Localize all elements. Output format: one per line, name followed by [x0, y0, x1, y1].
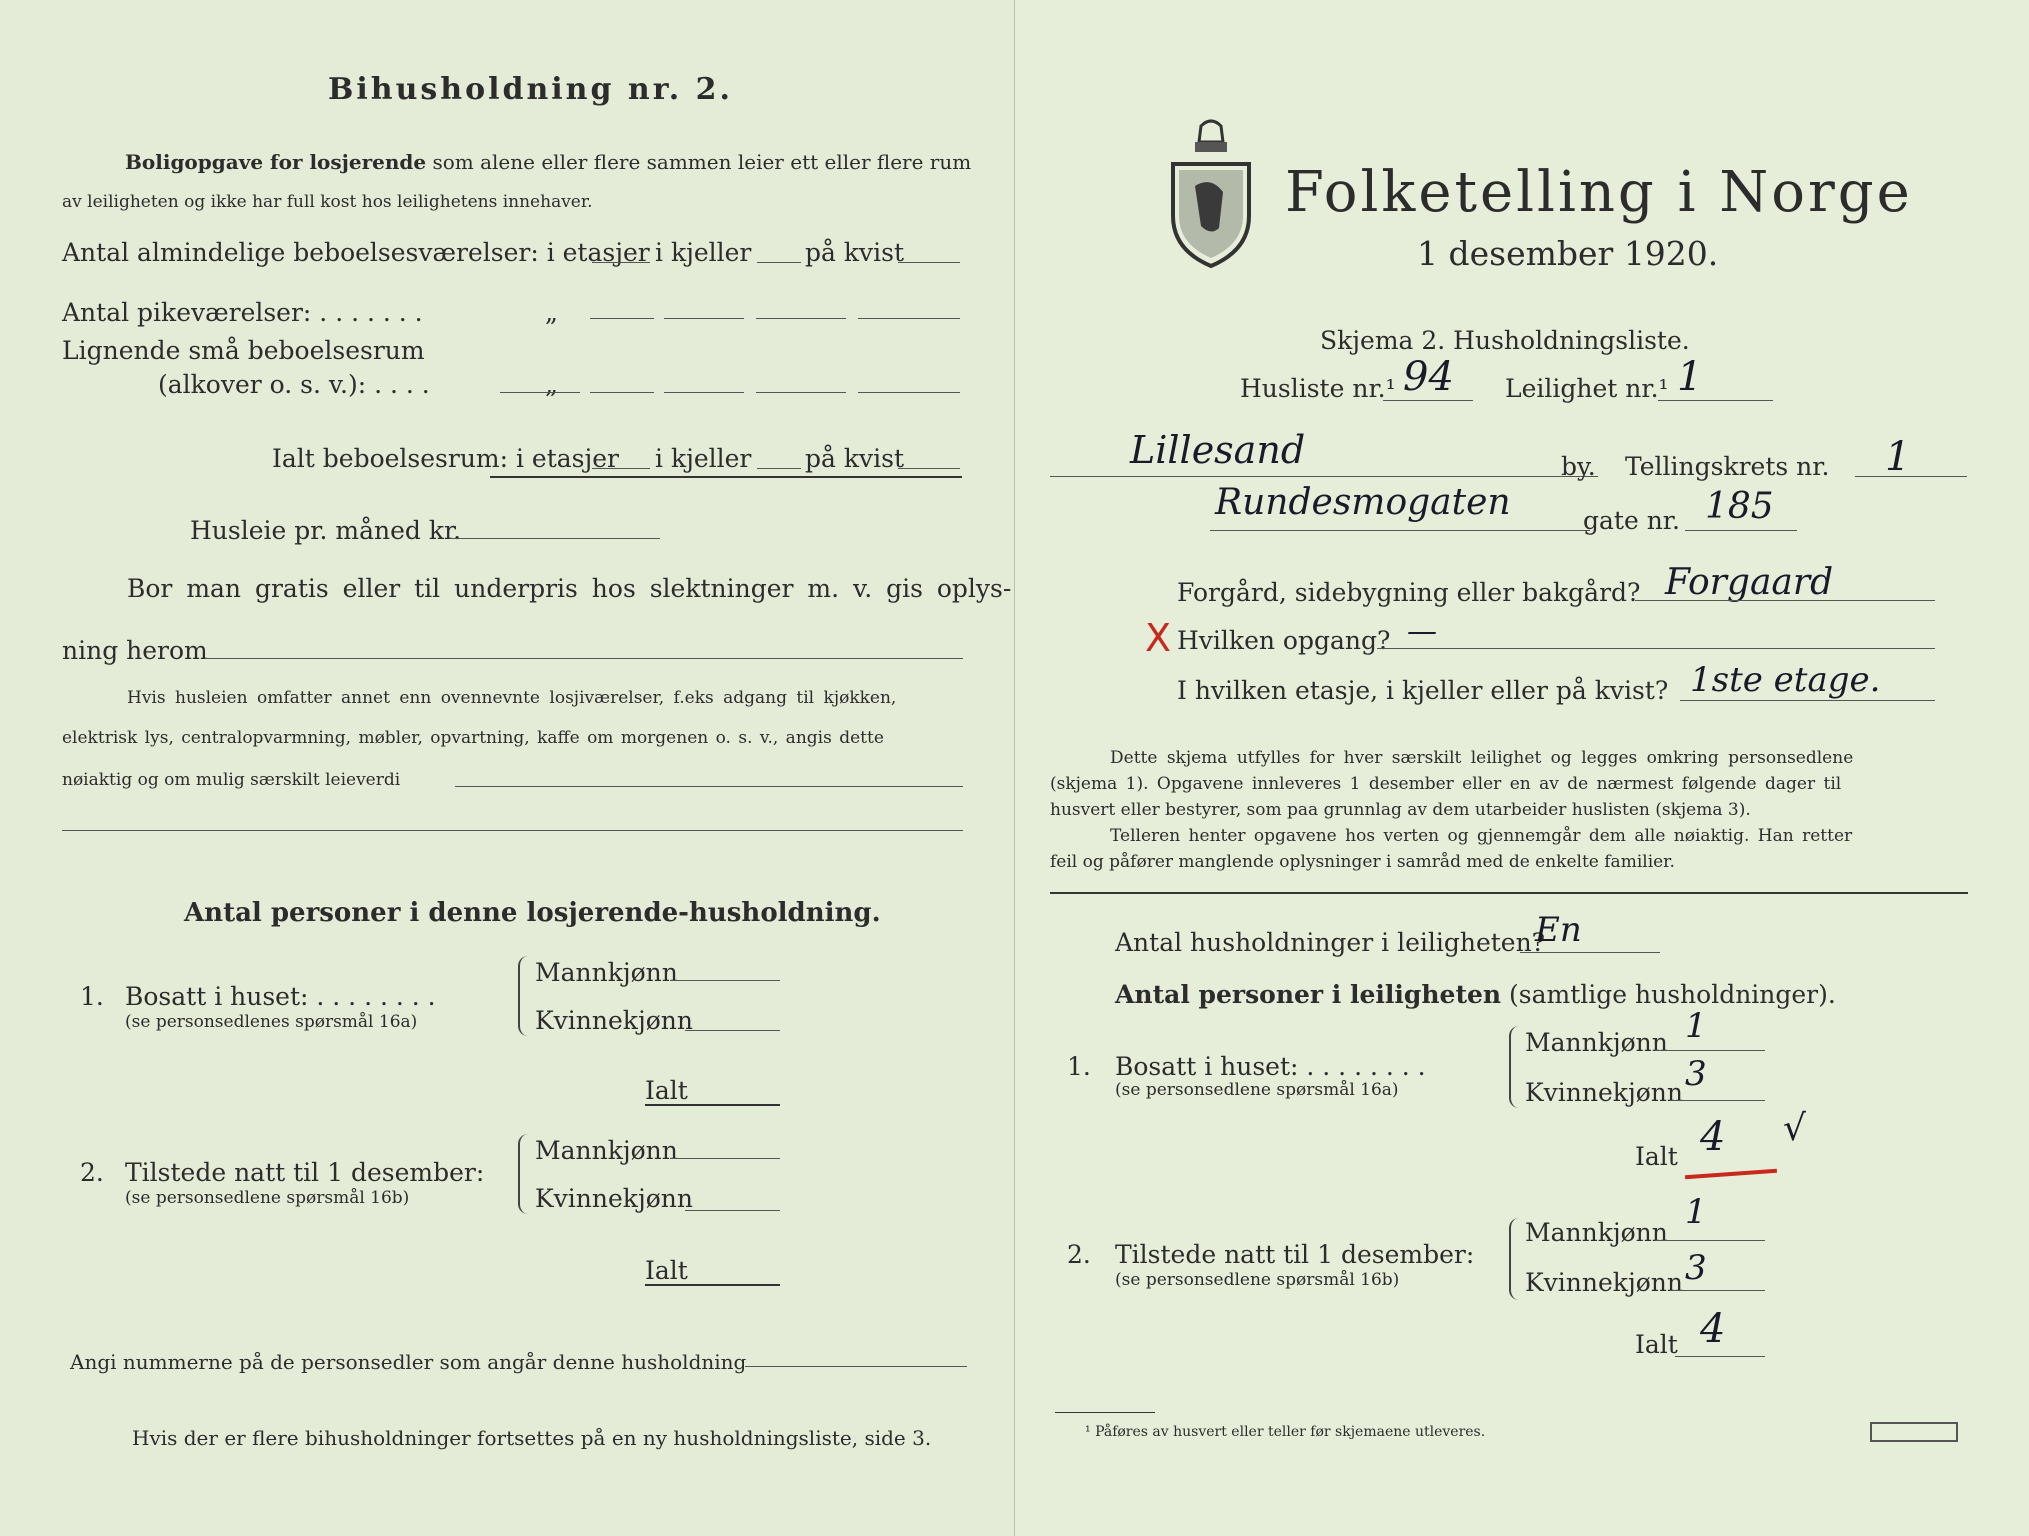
- rooms-etasjer-field[interactable]: [592, 262, 650, 263]
- husliste-field: [1383, 400, 1473, 401]
- small-rooms-quote-mark: „: [545, 370, 558, 399]
- rooms-kvist-label: på kvist: [805, 238, 904, 267]
- right-q2-mann-label: Mannkjønn: [1525, 1218, 1668, 1247]
- right-q1-kvinne-value[interactable]: 3: [1685, 1054, 1707, 1094]
- info-line-5: feil og påfører manglende oplysninger i samråd med de enkelte familier.: [1050, 852, 1675, 872]
- right-q1-checkmark: √: [1783, 1108, 1806, 1149]
- small-rooms-field-4[interactable]: [756, 392, 846, 393]
- extra-line-3: nøiaktig og om mulig særskilt leieverdi: [62, 770, 401, 790]
- info-line-4: Telleren henter opgavene hos verten og gjennemgår dem alle nøiaktig. Han retter: [1110, 826, 1853, 846]
- right-title: Folketelling i Norge: [1285, 160, 1913, 225]
- gratis-line-1: Bor man gratis eller til underpris hos slektninger m. v. gis oplys-: [127, 574, 1012, 603]
- right-q2-mann-field: [1655, 1240, 1765, 1241]
- left-q2-brace: [518, 1134, 530, 1214]
- leilighet-label: Leilighet nr.¹: [1505, 374, 1669, 403]
- right-q2-kvinne-value[interactable]: 3: [1685, 1248, 1707, 1288]
- husliste-label: Husliste nr.¹: [1240, 374, 1396, 403]
- census-date: 1 desember 1920.: [1417, 234, 1719, 273]
- schema-label: Skjema 2. Husholdningsliste.: [1320, 326, 1690, 355]
- rooms-kvist-field[interactable]: [898, 262, 960, 263]
- pike-kjeller-field[interactable]: [664, 318, 744, 319]
- gate-nr-value[interactable]: 185: [1705, 486, 1774, 527]
- etasje-field: [1680, 700, 1935, 701]
- by-value[interactable]: Lillesand: [1130, 428, 1306, 472]
- opgang-label: Hvilken opgang?: [1177, 626, 1391, 655]
- right-q2-ialt-field: [1675, 1356, 1765, 1357]
- ialt-etasjer-field[interactable]: [592, 468, 650, 469]
- krets-field: [1855, 476, 1967, 477]
- right-q1-ialt-value[interactable]: 4: [1700, 1114, 1726, 1160]
- right-q2-ialt-value[interactable]: 4: [1700, 1306, 1726, 1352]
- right-q1-brace: [1509, 1026, 1521, 1108]
- left-q2-label: Tilstede natt til 1 desember:: [125, 1158, 485, 1187]
- left-q1-kvinne-field[interactable]: [685, 1030, 780, 1031]
- left-q1-num: 1.: [80, 982, 104, 1011]
- left-q1-ialt-field[interactable]: [645, 1104, 780, 1106]
- numbers-field[interactable]: [745, 1366, 967, 1367]
- left-q1-mann-field[interactable]: [670, 980, 780, 981]
- etasje-label: I hvilken etasje, i kjeller eller på kvist?: [1177, 676, 1669, 705]
- left-q1-brace: [518, 956, 530, 1036]
- left-q2-kvinne-label: Kvinnekjønn: [535, 1184, 693, 1213]
- rent-label: Husleie pr. måned kr.: [190, 516, 462, 545]
- footnote: ¹ Påføres av husvert eller teller før skjemaene utleveres.: [1085, 1424, 1486, 1440]
- by-label: by.: [1561, 452, 1596, 481]
- gratis-line-2: ning herom: [62, 636, 208, 665]
- info-line-2: (skjema 1). Opgavene innleveres 1 desember eller en av de nærmest følgende dager til: [1050, 774, 1842, 794]
- rooms-kjeller-label: i kjeller: [655, 238, 752, 267]
- small-rooms-field-2[interactable]: [590, 392, 654, 393]
- right-q1-ialt-red-underline: [1685, 1169, 1777, 1179]
- pike-kvist-1-field[interactable]: [756, 318, 846, 319]
- small-rooms-field-5[interactable]: [858, 392, 960, 393]
- gate-value[interactable]: Rundesmogaten: [1215, 482, 1511, 523]
- gate-label: gate nr.: [1583, 506, 1680, 535]
- gratis-field[interactable]: [205, 658, 963, 659]
- husliste-value[interactable]: 94: [1403, 354, 1454, 400]
- left-q2-ialt-label: Ialt: [645, 1256, 688, 1285]
- numbers-label: Angi nummerne på de personsedler som angår denne husholdning: [70, 1350, 747, 1374]
- right-q1-mann-label: Mannkjønn: [1525, 1028, 1668, 1057]
- right-q2-ialt-label: Ialt: [1635, 1330, 1678, 1359]
- ialt-kvist-field[interactable]: [898, 468, 960, 469]
- left-footer: Hvis der er flere bihusholdninger fortsettes på en ny husholdningsliste, side 3.: [132, 1426, 932, 1450]
- info-divider: [1050, 892, 1968, 894]
- left-q2-sub: (se personsedlene spørsmål 16b): [125, 1188, 410, 1208]
- rooms-kjeller-field[interactable]: [757, 262, 801, 263]
- right-q1-ialt-label: Ialt: [1635, 1142, 1678, 1171]
- intro-line-1: Boligopgave for losjerende som alene eller flere sammen leier ett eller flere rum: [125, 150, 972, 174]
- right-persons-heading: Antal personer i leiligheten (samtlige husholdninger).: [1115, 980, 1836, 1009]
- left-q1-mann-label: Mannkjønn: [535, 958, 678, 987]
- pike-kvist-2-field[interactable]: [858, 318, 960, 319]
- opgang-red-mark: X: [1145, 616, 1172, 660]
- rooms-label: Antal almindelige beboelsesværelser: i etasjer: [62, 238, 650, 267]
- right-q1-kvinne-field: [1670, 1100, 1765, 1101]
- right-q1-num: 1.: [1067, 1052, 1091, 1081]
- right-q2-mann-value[interactable]: 1: [1685, 1192, 1707, 1232]
- ialt-kvist-label: på kvist: [805, 444, 904, 473]
- right-page: [1015, 0, 2029, 1536]
- left-persons-heading: Antal personer i denne losjerende-husholdning.: [184, 898, 881, 928]
- extra-line-2: elektrisk lys, centralopvarmning, møbler, opvartning, kaffe om morgenen o. s. v., angis dette: [62, 728, 884, 748]
- info-line-3: husvert eller bestyrer, som paa grunnlag av dem utarbeider huslisten (skjema 3).: [1050, 800, 1751, 820]
- extra-line-1: Hvis husleien omfatter annet enn ovennevnte losjiværelser, f.eks adgang til kjøkken,: [127, 688, 897, 708]
- right-q1-mann-value[interactable]: 1: [1685, 1006, 1707, 1046]
- krets-label: Tellingskrets nr.: [1625, 452, 1830, 481]
- right-q2-sub: (se personsedlene spørsmål 16b): [1115, 1270, 1400, 1290]
- forgard-value[interactable]: Forgaard: [1665, 562, 1834, 603]
- info-line-1: Dette skjema utfylles for hver særskilt leilighet og legges omkring personsedlene: [1110, 748, 1854, 768]
- households-label: Antal husholdninger i leiligheten?: [1115, 928, 1546, 957]
- left-q2-mann-label: Mannkjønn: [535, 1136, 678, 1165]
- right-q1-label: Bosatt i huset: . . . . . . . .: [1115, 1052, 1426, 1081]
- extra-field[interactable]: [455, 786, 963, 787]
- left-q2-kvinne-field[interactable]: [685, 1210, 780, 1211]
- ialt-underline: [490, 476, 962, 478]
- right-q2-label: Tilstede natt til 1 desember:: [1115, 1240, 1475, 1269]
- pike-quote-mark: „: [545, 298, 558, 327]
- opgang-value[interactable]: —: [1407, 614, 1437, 649]
- right-q1-mann-field: [1655, 1050, 1765, 1051]
- households-value[interactable]: En: [1535, 910, 1582, 950]
- etasje-value[interactable]: 1ste etage.: [1690, 660, 1881, 700]
- small-rooms-field-1[interactable]: [500, 392, 580, 393]
- forgard-field: [1635, 600, 1935, 601]
- households-field: [1520, 952, 1660, 953]
- opgang-field: [1377, 648, 1935, 649]
- gate-field: [1210, 530, 1590, 531]
- right-q1-kvinne-label: Kvinnekjønn: [1525, 1078, 1683, 1107]
- left-q2-ialt-field[interactable]: [645, 1284, 780, 1286]
- left-q1-kvinne-label: Kvinnekjønn: [535, 1006, 693, 1035]
- right-q2-kvinne-label: Kvinnekjønn: [1525, 1268, 1683, 1297]
- by-field: [1050, 476, 1598, 477]
- right-q2-kvinne-field: [1670, 1290, 1765, 1291]
- right-q2-num: 2.: [1067, 1240, 1091, 1269]
- ialt-rooms-label: Ialt beboelsesrum: i etasjer: [272, 444, 620, 473]
- small-rooms-label-2: (alkover o. s. v.): . . . .: [158, 370, 430, 399]
- leilighet-value[interactable]: 1: [1677, 354, 1703, 400]
- small-rooms-field-3[interactable]: [664, 392, 744, 393]
- forgard-label: Forgård, sidebygning eller bakgård?: [1177, 578, 1641, 607]
- pike-etasjer-field[interactable]: [590, 318, 654, 319]
- right-q2-brace: [1509, 1218, 1521, 1300]
- rent-field[interactable]: [450, 538, 660, 539]
- left-q1-ialt-label: Ialt: [645, 1076, 688, 1105]
- gate-nr-field: [1685, 530, 1797, 531]
- extra-field-2[interactable]: [62, 830, 963, 831]
- small-rooms-label-1: Lignende små beboelsesrum: [62, 336, 425, 365]
- printer-stamp: [1870, 1422, 1958, 1442]
- right-q1-sub: (se personsedlene spørsmål 16a): [1115, 1080, 1399, 1100]
- left-q1-sub: (se personsedlenes spørsmål 16a): [125, 1012, 418, 1032]
- leilighet-field: [1658, 400, 1773, 401]
- ialt-kjeller-label: i kjeller: [655, 444, 752, 473]
- ialt-kjeller-field[interactable]: [757, 468, 801, 469]
- left-title: Bihusholdning nr. 2.: [328, 72, 733, 107]
- intro-line-2: av leiligheten og ikke har full kost hos leilighetens innehaver.: [62, 192, 593, 212]
- left-q2-num: 2.: [80, 1158, 104, 1187]
- krets-value[interactable]: 1: [1885, 434, 1911, 480]
- coat-of-arms-icon: [1165, 116, 1257, 268]
- left-q1-label: Bosatt i huset: . . . . . . . .: [125, 982, 436, 1011]
- pike-label: Antal pikeværelser: . . . . . . .: [62, 298, 423, 327]
- left-q2-mann-field[interactable]: [670, 1158, 780, 1159]
- footnote-rule: [1055, 1412, 1155, 1413]
